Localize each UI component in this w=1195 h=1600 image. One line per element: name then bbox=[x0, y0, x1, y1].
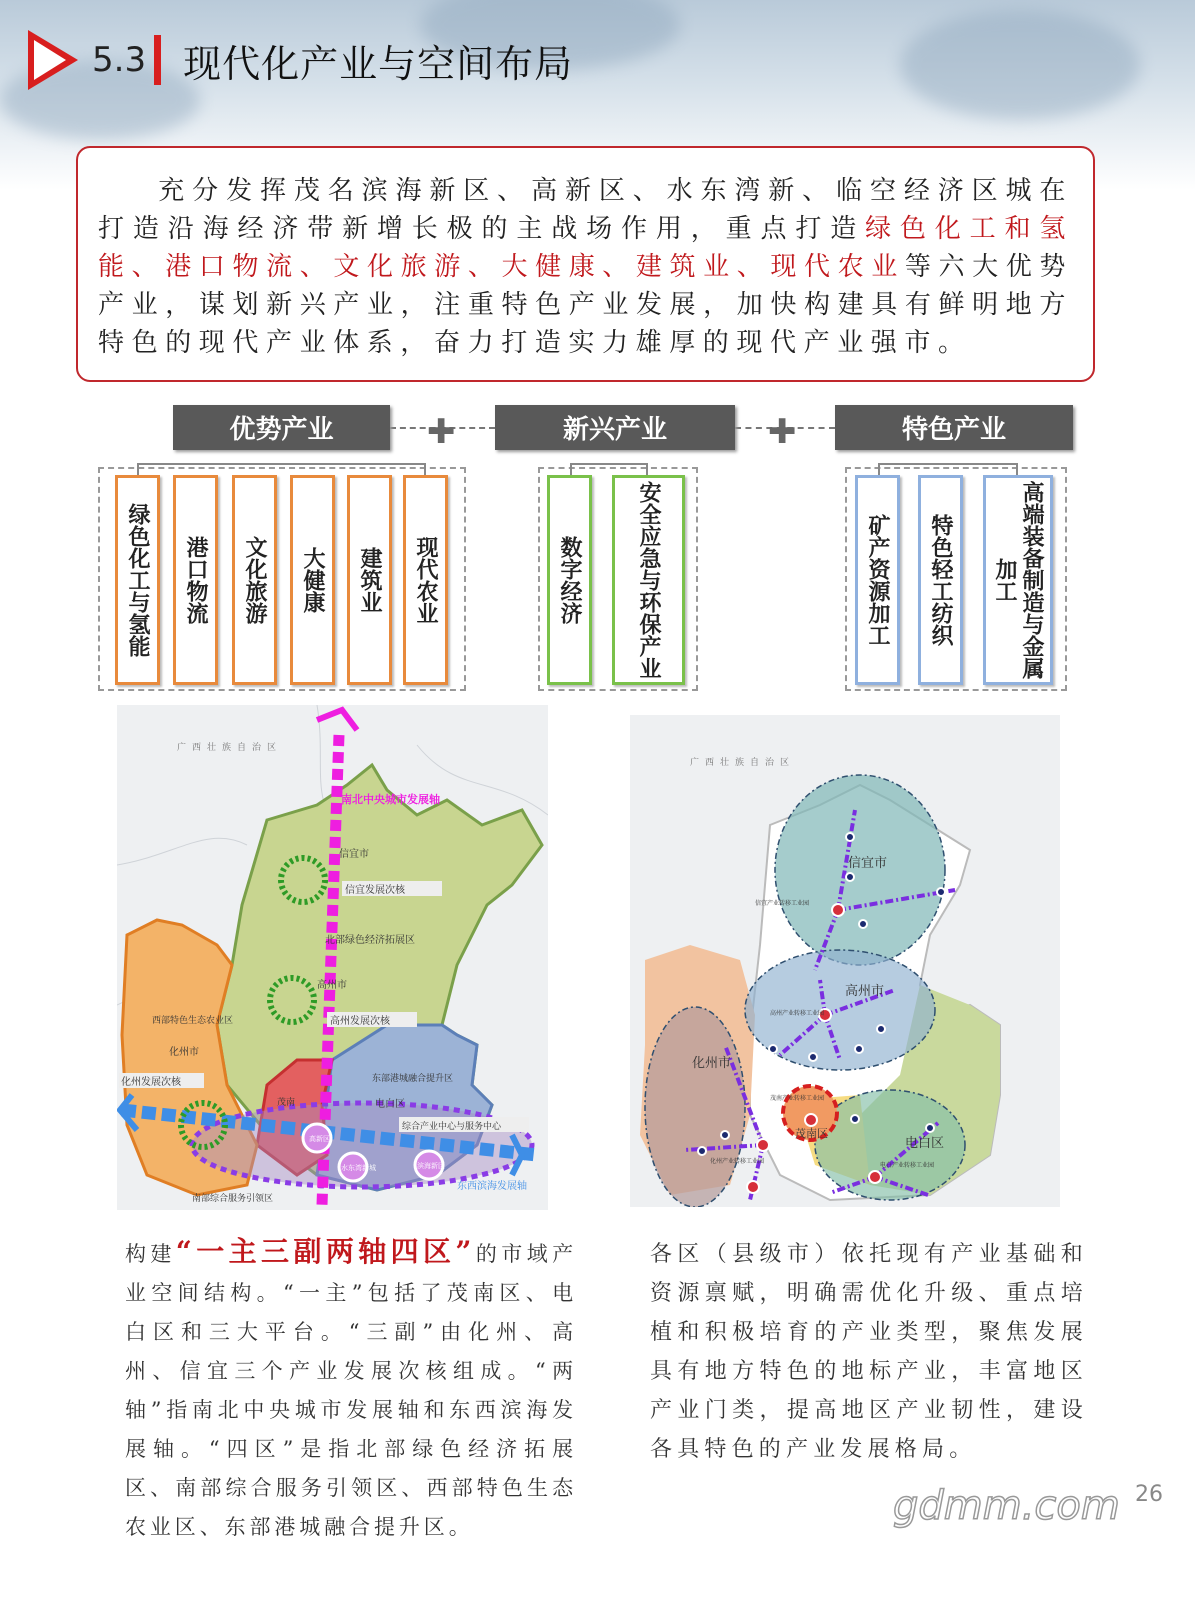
watermark: gdmm.com bbox=[893, 1483, 1120, 1529]
industry-item: 安全应急与环保产业 bbox=[612, 475, 685, 685]
page-title: 现代化产业与空间布局 bbox=[183, 41, 574, 86]
map-label: 电白区 bbox=[375, 1099, 405, 1110]
map-label: 高州市 bbox=[845, 984, 885, 999]
map-label: 西部特色生态农业区 bbox=[152, 1016, 234, 1026]
map-label: 北部绿色经济拓展区 bbox=[325, 935, 415, 946]
map-label: 茂南区 bbox=[795, 1127, 828, 1140]
bracket bbox=[137, 463, 426, 475]
map-label: 茂南产业转移工业园 bbox=[770, 1095, 825, 1102]
map-label: 东部港城融合提升区 bbox=[372, 1074, 454, 1084]
industry-item: 高端装备制造与金属加工 bbox=[983, 475, 1053, 685]
map-label: 高新区 bbox=[309, 1135, 330, 1143]
intro-text-cont: 等六大优势产业，谋划新兴产业，注重特色产业发展，加快构建具有鲜明地方特色的现代产业体系，奋力打造实力雄厚的现代产业强市。 bbox=[98, 252, 1073, 358]
industry-item: 绿色化工与氢能 bbox=[115, 475, 160, 685]
watercolor-blot bbox=[900, 10, 1140, 120]
category-advantage: 优势产业 bbox=[173, 405, 390, 450]
divider bbox=[154, 35, 161, 85]
map-label: 高州市 bbox=[317, 980, 347, 991]
map-label: 化州产业转移工业园 bbox=[710, 1158, 765, 1165]
section-number: 5.3 bbox=[92, 40, 147, 80]
plus-icon: ✚ bbox=[427, 412, 456, 452]
industry-layout-map bbox=[630, 715, 1060, 1207]
map-label: 南北中央城市发展轴 bbox=[341, 793, 440, 806]
page-number: 26 bbox=[1135, 1482, 1163, 1507]
category-featured: 特色产业 bbox=[835, 405, 1073, 450]
section-header bbox=[28, 30, 573, 90]
map-label: 高州产业转移工业园 bbox=[770, 1010, 825, 1017]
play-triangle-icon bbox=[28, 30, 78, 90]
map-label: 信宜市 bbox=[848, 856, 888, 871]
bracket bbox=[570, 463, 648, 475]
map-label: 广西壮族自治区 bbox=[690, 758, 796, 768]
map-label: 高州发展次核 bbox=[330, 1016, 390, 1027]
map-label: 综合产业中心与服务中心 bbox=[402, 1122, 502, 1132]
industry-item: 港口物流 bbox=[173, 475, 218, 685]
map-label: 滨海新区 bbox=[417, 1162, 445, 1170]
map-label: 电白产业转移工业园 bbox=[880, 1162, 935, 1169]
map-label: 南部综合服务引领区 bbox=[192, 1194, 274, 1204]
industry-item: 矿产资源加工 bbox=[855, 475, 900, 685]
map-label: 信宜产业转移工业园 bbox=[755, 900, 810, 907]
industry-item: 现代农业 bbox=[403, 475, 448, 685]
intro-highlight: 绿色化工和氢能、港口物流、文化旅游、大健康、建筑业、现代农业 bbox=[98, 214, 1073, 282]
map-label: 化州市 bbox=[692, 1056, 732, 1071]
desc-text: 构建 bbox=[125, 1242, 176, 1266]
map-label: 电白区 bbox=[905, 1136, 945, 1151]
map-label: 化州市 bbox=[169, 1047, 199, 1058]
map-label: 信宜发展次核 bbox=[345, 885, 405, 896]
map-label: 广西壮族自治区 bbox=[177, 743, 283, 753]
map-label: 化州发展次核 bbox=[121, 1077, 181, 1088]
industry-item: 大健康 bbox=[290, 475, 335, 685]
desc-text: 的市域产业空间结构。“一主”包括了茂南区、电白区和三大平台。“三副”由化州、高州、信宜三个产业发展次核组成。“两轴”指南北中央城市发展轴和东西滨海发展轴。“四区”是指北部绿色经济拓展区、南部综合服务引领区、西部特色生态农业区、东部港城融合提升区。 bbox=[125, 1242, 577, 1539]
plus-icon: ✚ bbox=[768, 412, 797, 452]
map-label: 茂南 bbox=[277, 1098, 296, 1108]
intro-box bbox=[76, 146, 1095, 382]
industry-item: 特色轻工纺织 bbox=[918, 475, 963, 685]
industry-item: 文化旅游 bbox=[232, 475, 277, 685]
intro-text: 充分发挥茂名滨海新区、高新区、水东湾新、临空经济区城在打造沿海经济带新增长极的主战场作用，重点打造 bbox=[98, 176, 1073, 244]
map-label: 东西滨海发展轴 bbox=[457, 1181, 527, 1192]
spatial-structure-map bbox=[117, 705, 548, 1210]
left-description bbox=[125, 1232, 577, 1547]
industry-item: 建筑业 bbox=[347, 475, 392, 685]
structure-highlight: “一主三副两轴四区” bbox=[175, 1235, 476, 1268]
category-emerging: 新兴产业 bbox=[495, 405, 735, 450]
map-label: 水东湾新城 bbox=[341, 1164, 376, 1172]
bracket bbox=[878, 463, 1018, 475]
industry-item: 数字经济 bbox=[547, 475, 592, 685]
map-label: 信宜市 bbox=[339, 849, 369, 860]
right-description: 各区（县级市）依托现有产业基础和资源禀赋，明确需优化升级、重点培植和积极培育的产业类型，聚焦发展具有地方特色的地标产业，丰富地区产业门类，提高地区产业韧性，建设各具特色的产业发展格局。 bbox=[650, 1242, 1088, 1462]
